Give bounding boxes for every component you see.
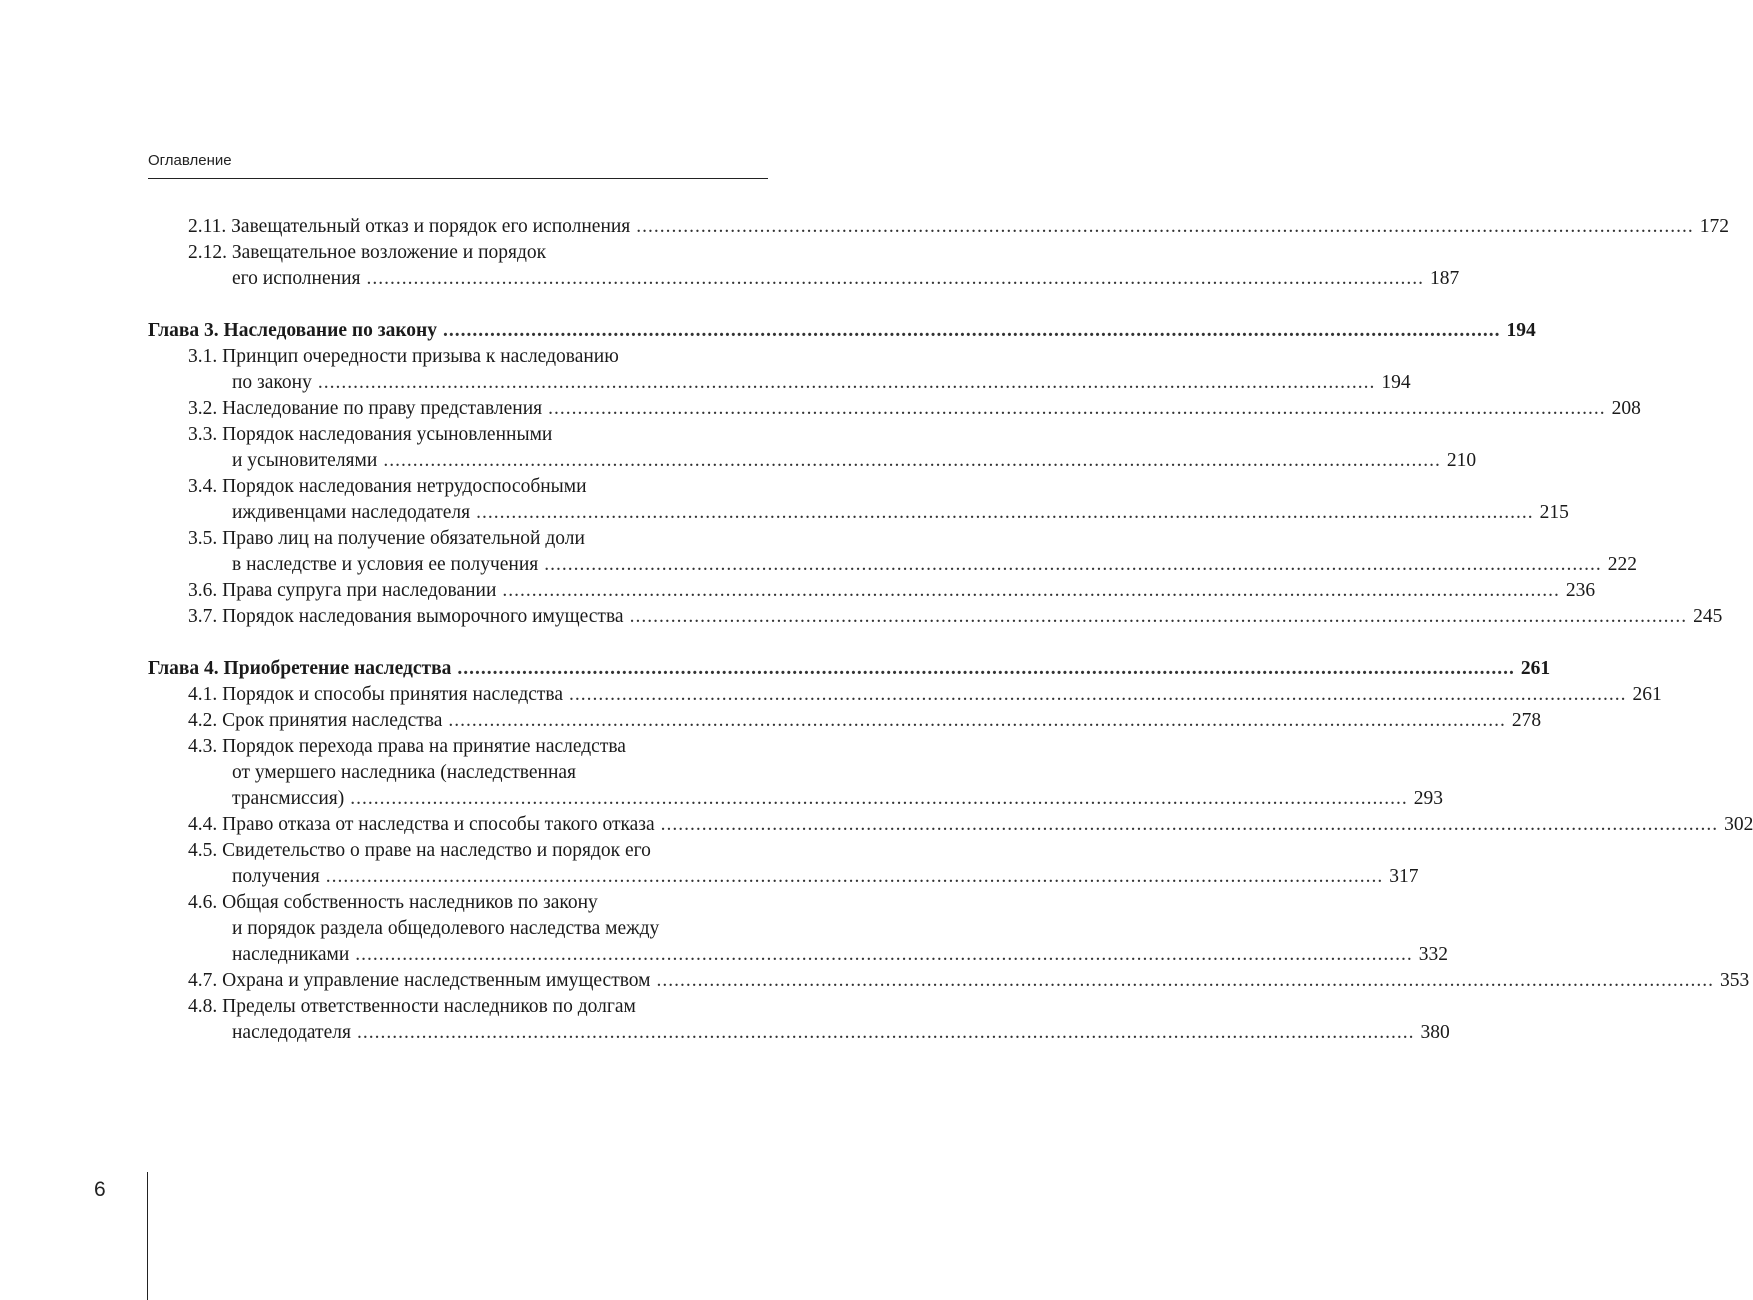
toc-entry-3-1-cont (148, 370, 1411, 396)
page-ref: 210 (1446, 450, 1477, 471)
toc-entry-4-3 (148, 734, 768, 760)
section-title: Завещательное возложение и порядок (231, 242, 547, 263)
dot-leader: .................................................................................................................................................................................... (448, 710, 1506, 731)
dot-leader: .................................................................................................................................................................................... (350, 788, 1408, 809)
dot-leader: .................................................................................................................................................................................... (356, 1022, 1415, 1043)
section-title: Наследование по праву представления (222, 398, 543, 419)
toc-entry-3-2 (148, 396, 1641, 422)
section-title-cont: и порядок раздела общедолевого наследства между (232, 918, 660, 939)
page-ref: 194 (1506, 320, 1536, 341)
section-number: 4.1. (188, 684, 218, 705)
dot-leader: .................................................................................................................................................................................... (502, 580, 1560, 601)
toc-entry-4-2 (148, 708, 1542, 734)
section-title: Пределы ответственности наследников по долгам (222, 996, 636, 1017)
section-title: Срок принятия наследства (222, 710, 443, 731)
page-ref: 317 (1389, 866, 1419, 887)
section-title-cont: получения (232, 866, 320, 887)
toc-chapter-3 (148, 318, 1536, 344)
section-number: 3.2. (188, 398, 218, 419)
toc-entry-4-8 (148, 994, 768, 1020)
section-number: 4.7. (188, 970, 218, 991)
toc-entry-4-6-cont2 (148, 942, 1449, 968)
toc-entry-4-3-cont (148, 760, 768, 786)
dot-leader: .................................................................................................................................................................................... (660, 814, 1719, 835)
section-title: Права супруга при наследовании (222, 580, 497, 601)
section-title-cont: его исполнения (232, 268, 361, 289)
section-title-cont: в наследстве и условия ее получения (232, 554, 539, 575)
section-title: Охрана и управление наследственным имуществом (222, 970, 651, 991)
running-head-title: Оглавление (148, 152, 232, 169)
toc-entry-3-7 (148, 604, 1723, 630)
section-number: 3.3. (188, 424, 218, 445)
toc-entry-3-4-cont (148, 500, 1569, 526)
page-ref: 380 (1420, 1022, 1450, 1043)
toc-entry-4-6 (148, 890, 768, 916)
page-ref: 353 (1720, 970, 1750, 991)
toc-entry-2-12 (148, 240, 768, 266)
section-number: 3.1. (188, 346, 218, 367)
toc-entry-3-1 (148, 344, 768, 370)
section-number: 3.7. (188, 606, 218, 627)
header-rule (148, 178, 768, 179)
toc-entry-4-5-cont (148, 864, 1419, 890)
section-title: Общая собственность наследников по закону (222, 892, 598, 913)
toc-entry-2-12-cont (148, 266, 1460, 292)
section-title: Завещательный отказ и порядок его исполнения (231, 216, 631, 237)
page-ref: 222 (1607, 554, 1638, 575)
section-number: 3.6. (188, 580, 218, 601)
section-number: 4.4. (188, 814, 218, 835)
page-ref: 208 (1611, 398, 1641, 419)
table-of-contents (148, 214, 1753, 1046)
page-ref: 261 (1520, 658, 1551, 679)
dot-leader: .................................................................................................................................................................................... (548, 398, 1606, 419)
dot-leader: .................................................................................................................................................................................... (629, 606, 1688, 627)
section-title: Принцип очередности призыва к наследованию (222, 346, 619, 367)
section-number: 4.3. (188, 736, 218, 757)
page-ref: 293 (1413, 788, 1443, 809)
dot-leader: .................................................................................................................................................................................... (476, 502, 1534, 523)
toc-entry-4-6-cont (148, 916, 768, 942)
toc-entry-3-3 (148, 422, 768, 448)
toc-entry-4-3-cont2 (148, 786, 1443, 812)
section-title-cont: по закону (232, 372, 312, 393)
page-ref: 278 (1511, 710, 1542, 731)
page-ref: 332 (1418, 944, 1449, 965)
page-ref: 261 (1632, 684, 1662, 705)
toc-entry-4-5 (148, 838, 768, 864)
section-title-cont: иждивенцами наследодателя (232, 502, 471, 523)
section-number: 3.4. (188, 476, 218, 497)
toc-entry-4-1 (148, 682, 1662, 708)
margin-rule (147, 1172, 148, 1300)
page-number: 6 (94, 1178, 106, 1201)
section-title-cont: и усыновителями (232, 450, 378, 471)
dot-leader: .................................................................................................................................................................................... (636, 216, 1694, 237)
section-number: 4.8. (188, 996, 218, 1017)
section-number: 2.11. (188, 216, 227, 237)
toc-entry-4-7 (148, 968, 1750, 994)
dot-leader: .................................................................................................................................................................................... (569, 684, 1627, 705)
section-title: Порядок наследования выморочного имущества (222, 606, 624, 627)
page-ref: 245 (1693, 606, 1723, 627)
section-title: Порядок наследования усыновленными (222, 424, 553, 445)
toc-entry-3-3-cont (148, 448, 1477, 474)
toc-entry-3-6 (148, 578, 1596, 604)
toc-entry-4-4 (148, 812, 1753, 838)
toc-entry-3-5-cont (148, 552, 1638, 578)
section-title: Порядок перехода права на принятие наследства (222, 736, 626, 757)
page-ref: 236 (1565, 580, 1596, 601)
section-title-cont: наследодателя (232, 1022, 351, 1043)
section-number: 4.5. (188, 840, 218, 861)
page-ref: 187 (1429, 268, 1460, 289)
toc-entry-3-5 (148, 526, 768, 552)
page-ref: 172 (1699, 216, 1730, 237)
dot-leader: .................................................................................................................................................................................... (544, 554, 1602, 575)
section-number: 4.6. (188, 892, 218, 913)
section-number: 2.12. (188, 242, 227, 263)
dot-leader: .................................................................................................................................................................................... (656, 970, 1715, 991)
dot-leader: .................................................................................................................................................................................... (383, 450, 1441, 471)
section-title: Порядок и способы принятия наследства (222, 684, 564, 705)
page-ref: 302 (1724, 814, 1753, 835)
toc-chapter-4 (148, 656, 1551, 682)
page-ref: 194 (1381, 372, 1411, 393)
dot-leader: .................................................................................................................................................................................... (325, 866, 1384, 887)
section-title-cont: трансмиссия) (232, 788, 345, 809)
page-ref: 215 (1539, 502, 1569, 523)
dot-leader: .................................................................................................................................................................................... (443, 320, 1501, 341)
toc-entry-2-11 (148, 214, 1730, 240)
section-title: Право лиц на получение обязательной доли (222, 528, 585, 549)
toc-entry-4-8-cont (148, 1020, 1450, 1046)
section-number: 3.5. (188, 528, 218, 549)
dot-leader: .................................................................................................................................................................................... (366, 268, 1424, 289)
section-title-cont: от умершего наследника (наследственная (232, 762, 577, 783)
dot-leader: .................................................................................................................................................................................... (355, 944, 1413, 965)
section-title: Право отказа от наследства и способы такого отказа (222, 814, 655, 835)
section-title: Свидетельство о праве на наследство и порядок его (222, 840, 651, 861)
chapter-title: Глава 4. Приобретение наследства (148, 658, 452, 679)
toc-entry-3-4 (148, 474, 768, 500)
chapter-title: Глава 3. Наследование по закону (148, 320, 438, 341)
dot-leader: .................................................................................................................................................................................... (317, 372, 1376, 393)
section-title-cont: наследниками (232, 944, 350, 965)
section-number: 4.2. (188, 710, 218, 731)
dot-leader: .................................................................................................................................................................................... (457, 658, 1515, 679)
section-title: Порядок наследования нетрудоспособными (222, 476, 587, 497)
